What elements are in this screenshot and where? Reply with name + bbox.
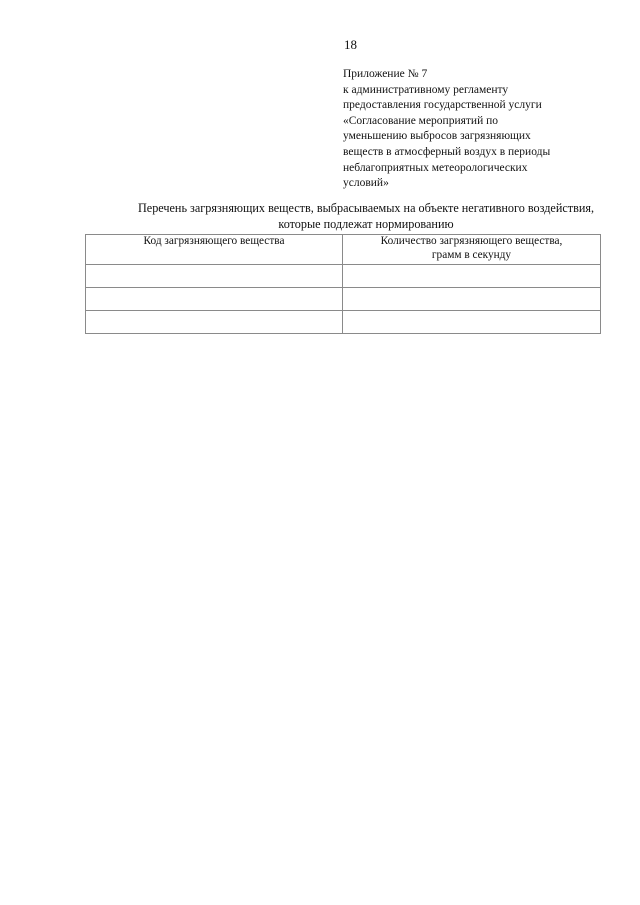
appendix-line: условий» <box>343 177 389 190</box>
appendix-line: неблагоприятных метеорологических <box>343 161 528 174</box>
table-cell-code <box>86 311 343 334</box>
table-row <box>86 311 601 334</box>
appendix-line: веществ в атмосферный воздух в периоды <box>343 145 551 158</box>
page-number: 18 <box>344 37 357 52</box>
table-row <box>86 265 601 288</box>
appendix-header <box>343 67 613 192</box>
pollutant-table <box>85 234 601 334</box>
table-cell-code <box>86 265 343 288</box>
appendix-line: уменьшению выбросов загрязняющих <box>343 130 531 143</box>
table-row <box>86 288 601 311</box>
appendix-line: Приложение № 7 <box>343 68 428 80</box>
header-pollutant-quantity <box>343 235 601 265</box>
header-quantity-line: Количество загрязняющего вещества, <box>380 235 563 247</box>
document-title-line: которые подлежат нормированию <box>278 216 454 231</box>
appendix-line: «Согласование мероприятий по <box>343 114 499 127</box>
document-title <box>86 201 640 232</box>
table-header-row <box>86 235 601 265</box>
table-cell-code <box>86 288 343 311</box>
document-title-line: Перечень загрязняющих веществ, выбрасываемых на объекте негативного воздействия, <box>137 201 595 215</box>
table-cell-quantity <box>343 265 601 288</box>
table-cell-quantity <box>343 311 601 334</box>
appendix-line: к административному регламенту <box>343 83 509 96</box>
table-cell-quantity <box>343 288 601 311</box>
header-quantity-line: грамм в секунду <box>431 248 512 261</box>
header-pollutant-code: Код загрязняющего вещества <box>86 235 343 265</box>
appendix-line: предоставления государственной услуги <box>343 99 542 112</box>
